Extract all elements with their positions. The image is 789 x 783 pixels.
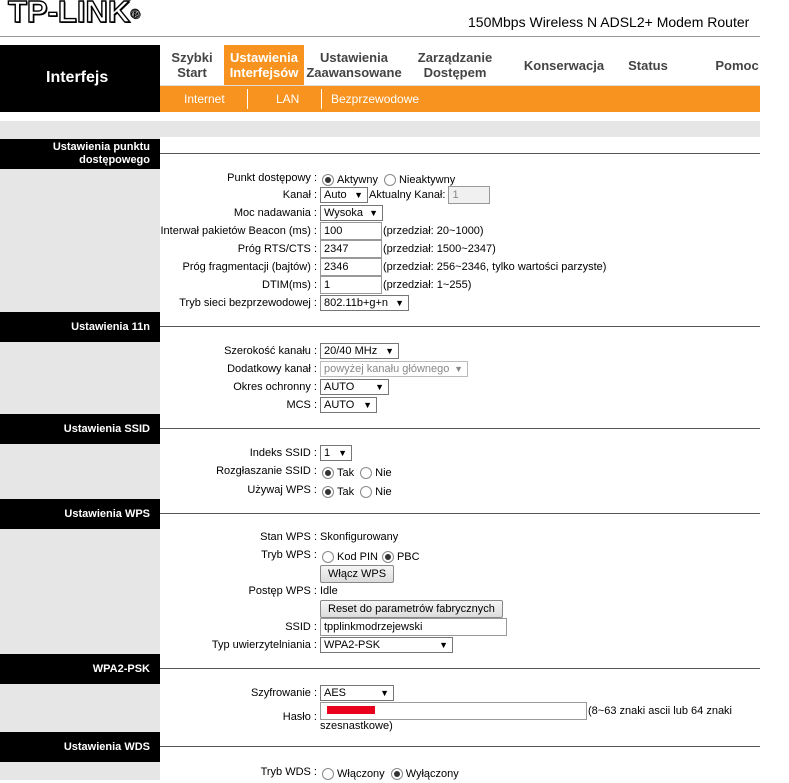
fragmentation-range-hint: (przedział: 256~2346, tylko wartości parzyste) [383, 261, 607, 273]
wds-mode-label: Tryb WDS : [260, 766, 317, 778]
extension-channel-label: Dodatkowy kanał : [227, 363, 317, 375]
row-password [160, 702, 760, 734]
content-top-bar [0, 121, 760, 137]
row-wps-mode [160, 546, 760, 564]
dtim-range-hint: (przedział: 1~255) [383, 279, 472, 291]
wireless-mode-label: Tryb sieci bezprzewodowej : [179, 297, 317, 309]
row-guard-interval [160, 378, 760, 396]
password-input[interactable] [320, 702, 587, 720]
wds-on-radio[interactable] [322, 768, 334, 780]
section-access-point: Ustawienia punktu dostępowego [0, 139, 160, 169]
tp-link-logo [8, 0, 140, 30]
ssid-index-label: Indeks SSID : [249, 447, 317, 459]
extension-channel-select[interactable]: powyżej kanału głównego ▼ [320, 361, 468, 377]
section-divider [160, 428, 760, 429]
row-auth-type [160, 636, 760, 654]
current-channel-field: 1 [448, 186, 490, 204]
pbc-label: PBC [396, 551, 420, 563]
wps-progress-label: Postęp WPS : [248, 585, 317, 597]
encryption-select[interactable]: AES ▼ [320, 685, 394, 701]
section-divider [160, 153, 760, 154]
yes-label: Tak [337, 467, 355, 479]
beacon-range-hint: (przedział: 20~1000) [383, 225, 484, 237]
auth-type-select[interactable]: WPA2-PSK ▼ [320, 637, 453, 653]
row-encryption [160, 684, 760, 702]
rts-range-hint: (przedział: 1500~2347) [383, 243, 496, 255]
current-channel-label: Aktualny Kanał: [369, 189, 446, 201]
chevron-down-icon: ▼ [380, 688, 389, 698]
channel-label: Kanał : [282, 189, 317, 201]
active-label: Aktywny [337, 174, 378, 186]
access-point-active-radio[interactable] [322, 174, 334, 186]
section-divider [160, 326, 760, 327]
chevron-down-icon: ▼ [375, 382, 384, 392]
row-wps-enable [160, 565, 760, 583]
row-ssid-index [160, 444, 760, 462]
chevron-down-icon: ▼ [369, 208, 378, 218]
chevron-down-icon: ▼ [354, 190, 363, 200]
password-label: Hasło : [282, 711, 317, 723]
wps-state-label: Stan WPS : [260, 531, 317, 543]
yes-label: Tak [337, 486, 355, 498]
row-beacon [160, 222, 760, 240]
use-wps-no-radio[interactable] [360, 486, 372, 498]
tab-quick-start[interactable]: Szybki Start [171, 50, 213, 80]
use-wps-yes-radio[interactable] [322, 486, 334, 498]
row-dtim [160, 276, 760, 294]
wps-ssid-label: SSID : [285, 621, 317, 633]
channel-width-select[interactable]: 20/40 MHz ▼ [320, 343, 399, 359]
wds-off-label: Wyłączony [405, 768, 459, 780]
wps-state-value: Skonfigurowany [320, 531, 399, 543]
use-wps-label: Używaj WPS : [247, 484, 317, 496]
row-wps-ssid [160, 618, 760, 636]
ssid-broadcast-label: Rozgłaszanie SSID : [216, 465, 317, 477]
encryption-label: Szyfrowanie : [250, 687, 317, 699]
fragmentation-threshold-input[interactable]: 2346 [320, 258, 382, 276]
subnav-bar [160, 86, 760, 112]
pin-label: Kod PIN [337, 551, 378, 563]
section-ssid: Ustawienia SSID [0, 414, 160, 444]
row-tx-power [160, 204, 760, 222]
wps-mode-label: Tryb WPS : [261, 549, 317, 561]
beacon-interval-input[interactable]: 100 [320, 222, 382, 240]
chevron-down-icon: ▼ [439, 640, 448, 650]
tab-status[interactable]: Status [628, 57, 668, 73]
row-channel-width [160, 342, 760, 360]
nav-section-label [0, 45, 160, 112]
logo-text: TP-LINK [8, 0, 131, 29]
dtim-label: DTIM(ms) : [262, 279, 317, 291]
guard-interval-select[interactable]: AUTO ▼ [320, 379, 389, 395]
wps-pbc-radio[interactable] [382, 551, 394, 563]
row-wps-progress [160, 582, 760, 600]
row-extension-channel [160, 360, 760, 378]
chevron-down-icon: ▼ [338, 448, 347, 458]
tx-power-select[interactable]: Wysoka ▼ [320, 205, 383, 221]
tab-help[interactable]: Pomoc [715, 57, 759, 73]
row-wps-state [160, 528, 760, 546]
row-ssid-broadcast [160, 462, 760, 480]
rts-threshold-input[interactable]: 2347 [320, 240, 382, 258]
guard-interval-label: Okres ochronny : [233, 381, 317, 393]
model-name: 150Mbps Wireless N ADSL2+ Modem Router [468, 14, 750, 30]
fragmentation-label: Próg fragmentacji (bajtów) : [182, 261, 317, 273]
ssid-input[interactable]: tpplinkmodrzejewski [320, 618, 507, 636]
chevron-down-icon: ▼ [454, 364, 463, 374]
wds-on-label: Włączony [337, 768, 385, 780]
enable-wps-button[interactable]: Włącz WPS [320, 565, 394, 583]
password-hint-continued: szesnastkowe) [320, 720, 393, 732]
beacon-label: Interwał pakietów Beacon (ms) : [160, 225, 317, 237]
row-wds-mode [160, 763, 760, 781]
chevron-down-icon: ▼ [395, 298, 404, 308]
no-label: Nie [375, 467, 392, 479]
auth-type-label: Typ uwierzytelniania : [211, 639, 317, 651]
row-use-wps [160, 481, 760, 499]
ssid-index-select[interactable]: 1 ▼ [320, 445, 352, 461]
section-11n: Ustawienia 11n [0, 312, 160, 342]
subtab-divider [321, 89, 322, 109]
password-hint: (8~63 znaki ascii lub 64 znaki [588, 705, 732, 717]
access-point-inactive-radio[interactable] [384, 174, 396, 186]
no-label: Nie [375, 486, 392, 498]
row-channel [160, 186, 760, 204]
rts-label: Próg RTS/CTS : [237, 243, 317, 255]
section-wds: Ustawienia WDS [0, 732, 160, 762]
logo-registered-mark: ® [130, 6, 140, 21]
ssid-broadcast-no-radio[interactable] [360, 467, 372, 479]
wireless-mode-select[interactable]: 802.11b+g+n ▼ [320, 295, 409, 311]
subtab-lan[interactable]: LAN [276, 92, 300, 106]
row-fragmentation [160, 258, 760, 276]
chevron-down-icon: ▼ [363, 400, 372, 410]
wds-off-radio[interactable] [391, 768, 403, 780]
channel-select[interactable]: Auto ▼ [320, 187, 368, 203]
section-wpa2-psk: WPA2-PSK [0, 654, 160, 684]
section-wps: Ustawienia WPS [0, 499, 160, 529]
subtab-divider [247, 89, 248, 109]
channel-width-label: Szerokość kanału : [224, 345, 317, 357]
tx-power-label: Moc nadawania : [233, 207, 317, 219]
subtab-wireless[interactable]: Bezprzewodowe [331, 92, 420, 106]
section-divider [160, 746, 760, 747]
nav-section-text: Interfejs [46, 69, 109, 86]
wps-pin-radio[interactable] [322, 551, 334, 563]
wps-progress-value: Idle [320, 585, 338, 597]
row-rts [160, 240, 760, 258]
row-mcs [160, 396, 760, 414]
section-divider [160, 513, 760, 514]
section-divider [160, 668, 760, 669]
tab-interface-setup[interactable]: Ustawienia Interfejsów [224, 45, 304, 85]
tab-access-management[interactable]: Zarządzanie Dostępem [417, 50, 493, 80]
tab-advanced-setup[interactable]: Ustawienia Zaawansowane [306, 50, 402, 80]
mcs-label: MCS : [286, 399, 317, 411]
mcs-select[interactable]: AUTO ▼ [320, 397, 377, 413]
password-redaction [327, 706, 375, 714]
tab-maintenance[interactable]: Konserwacja [523, 57, 605, 73]
row-access-point [160, 169, 760, 187]
subtab-internet[interactable]: Internet [184, 92, 225, 106]
inactive-label: Nieaktywny [398, 174, 456, 186]
chevron-down-icon: ▼ [385, 346, 394, 356]
row-wireless-mode [160, 294, 760, 312]
dtim-input[interactable]: 1 [320, 276, 382, 294]
row-wps-reset [160, 600, 760, 618]
ssid-broadcast-yes-radio[interactable] [322, 467, 334, 479]
header-divider [0, 36, 760, 37]
access-point-label: Punkt dostępowy : [227, 172, 317, 184]
reset-to-defaults-button[interactable]: Reset do parametrów fabrycznych [320, 600, 503, 618]
